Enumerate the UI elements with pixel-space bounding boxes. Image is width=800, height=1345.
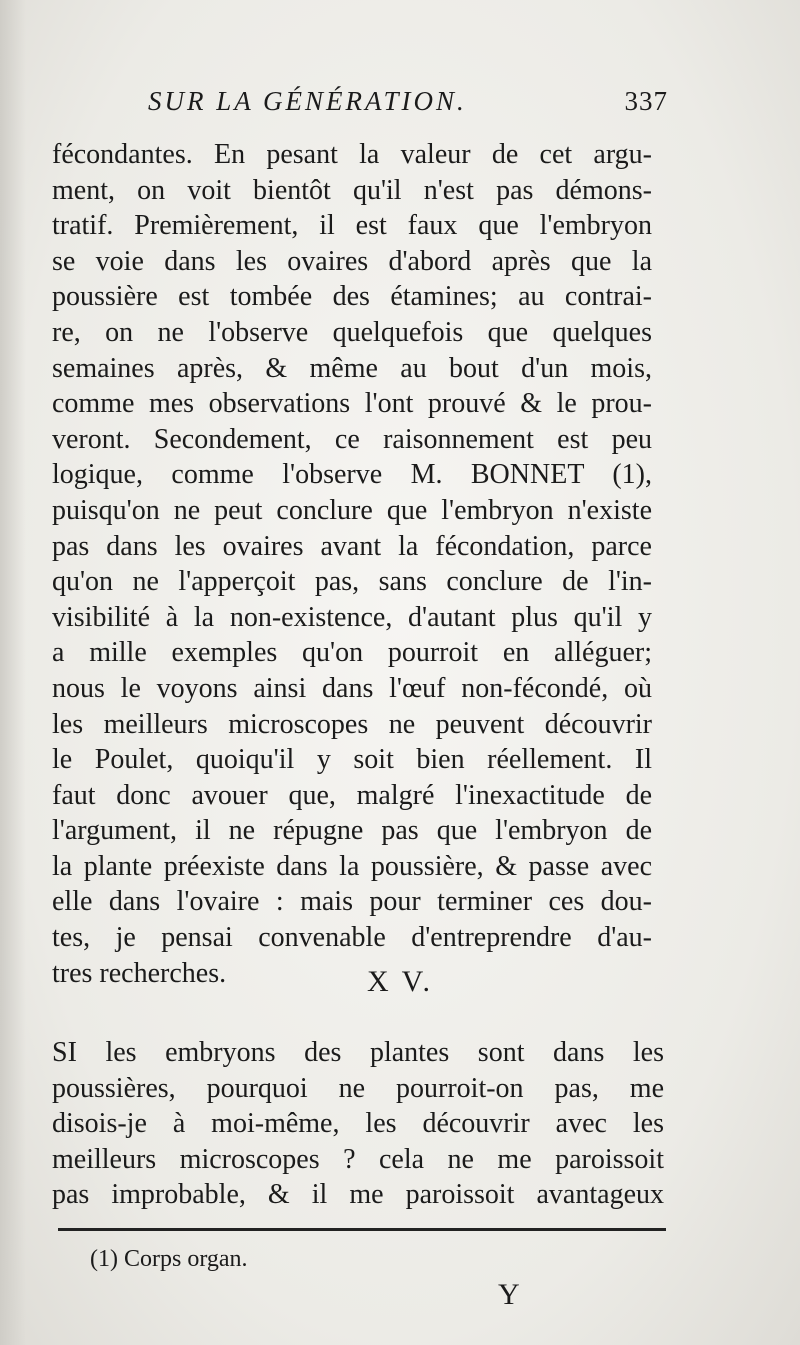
text-line: faut donc avouer que, malgré l'inexactitude de [52, 779, 652, 811]
text-line: SI les embryons des plantes sont dans les [52, 1037, 664, 1068]
text-line: tes, je pensai convenable d'entreprendre d'au- [52, 922, 652, 954]
text-line: ment, on voit bientôt qu'il n'est pas démons- [52, 174, 652, 206]
paragraph-1 [52, 137, 652, 991]
section-heading: X V. [367, 965, 433, 998]
signature-mark: Y [498, 1278, 520, 1311]
paragraph-2 [52, 1035, 664, 1213]
text-line: les meilleurs microscopes ne peuvent découvrir [52, 708, 652, 740]
text-line: logique, comme l'observe M. BONNET (1), [52, 459, 652, 491]
text-line: puisqu'on ne peut conclure que l'embryon n'existe [52, 494, 652, 526]
text-line: nous le voyons ainsi dans l'œuf non-fécondé, où [52, 672, 652, 704]
running-head [148, 86, 668, 126]
text-line: meilleurs microscopes ? cela ne me paroissoit [52, 1143, 664, 1175]
text-line: se voie dans les ovaires d'abord après que la [52, 245, 652, 277]
text-line: poussières, pourquoi ne pourroit-on pas, me [52, 1072, 664, 1104]
text-line: le Poulet, quoiqu'il y soit bien réellement. Il [52, 744, 652, 776]
text-line: qu'on ne l'apperçoit pas, sans conclure de l'in- [52, 566, 652, 598]
text-line: disois-je à moi-même, les découvrir avec les [52, 1108, 664, 1140]
text-line: pas dans les ovaires avant la fécondation, parce [52, 530, 652, 562]
text-line: poussière est tombée des étamines; au contrai- [52, 281, 652, 313]
text-line: l'argument, il ne répugne pas que l'embryon de [52, 815, 652, 847]
text-line: a mille exemples qu'on pourroit en alléguer; [52, 637, 652, 669]
text-line: veront. Secondement, ce raisonnement est peu [52, 423, 652, 455]
text-line: la plante préexiste dans la poussière, & passe avec [52, 850, 652, 882]
text-line: visibilité à la non-existence, d'autant plus qu'il y [52, 601, 652, 633]
text-line: tres recherches. [52, 957, 227, 989]
footnote: (1) Corps organ. [90, 1246, 248, 1272]
text-line: tratif. Premièrement, il est faux que l'embryon [52, 210, 652, 242]
text-line: re, on ne l'observe quelquefois que quelques [52, 316, 652, 348]
page-edge-shadow [0, 0, 26, 1345]
text-line: elle dans l'ovaire : mais pour terminer ces dou- [52, 886, 652, 918]
page-number: 337 [624, 86, 668, 116]
text-line: comme mes observations l'ont prouvé & le prou- [52, 388, 652, 420]
running-title: SUR LA GÉNÉRATION. [148, 86, 467, 116]
footnote-rule [58, 1228, 666, 1231]
text-line: fécondantes. En pesant la valeur de cet argu- [52, 139, 652, 170]
text-line: semaines après, & même au bout d'un mois, [52, 352, 652, 384]
text-line: pas improbable, & il me paroissoit avantageux [52, 1179, 664, 1211]
